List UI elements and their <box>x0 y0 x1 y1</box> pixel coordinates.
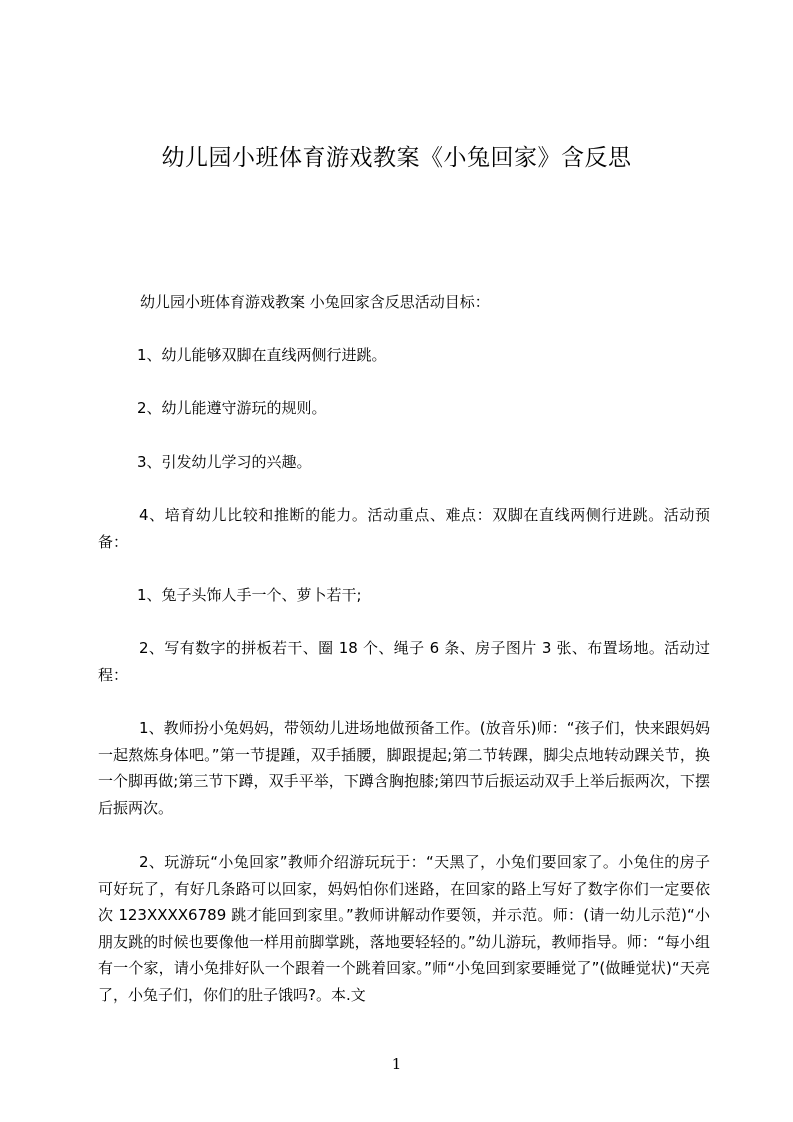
paragraph-prep-2: 2、写有数字的拼板若干、圈 18 个、绳子 6 条、房子图片 3 张、布置场地。活动过程： <box>98 639 710 684</box>
document-title: 幼儿园小班体育游戏教案《小兔回家》含反思 <box>161 145 632 171</box>
page-number: 1 <box>391 1055 402 1073</box>
paragraph-goal-1: 1、幼儿能够双脚在直线两侧行进跳。 <box>137 346 387 364</box>
paragraph-process-2: 2、玩游玩“小兔回家”教师介绍游玩玩于：“天黑了，小兔们要回家了。小兔住的房子可好玩了，有好几条路可以回家，妈妈怕你们迷路，在回家的路上写好了数字你们一定要依次 123XXXX6789 跳才能回到家里。”教师讲解动作要领，并示范。师：(请一幼儿示范)“小朋友跳的时候也要像他一样用前脚掌跳，落地要轻轻的。”幼儿游玩，教师指导。师：“每小组有一个家，请小兔排好队一个跟着一个跳着回家。”师“小兔回到家要睡觉了”(做睡觉状)“天亮了，小兔子们，你们的肚子饿吗?。本.文 <box>98 853 710 1004</box>
paragraph-goal-3: 3、引发幼儿学习的兴趣。 <box>137 453 312 471</box>
paragraph-intro: 幼儿园小班体育游戏教案 小兔回家含反思活动目标： <box>140 293 490 311</box>
paragraph-goal-4: 4、培育幼儿比较和推断的能力。活动重点、难点：双脚在直线两侧行进跳。活动预备： <box>98 506 710 551</box>
paragraph-goal-2: 2、幼儿能遵守游玩的规则。 <box>137 399 327 417</box>
paragraph-process-1: 1、教师扮小兔妈妈，带领幼儿进场地做预备工作。(放音乐)师：“孩子们，快来跟妈妈一起熬炼身体吧。”第一节提踵，双手插腰，脚跟提起;第二节转踝，脚尖点地转动踝关节，换一个脚再做;第三节下蹲，双手平举，下蹲含胸抱膝;第四节后振运动双手上举后振两次，下摆后振两次。 <box>98 719 710 817</box>
paragraph-prep-1: 1、兔子头饰人手一个、萝卜若干; <box>137 586 362 604</box>
